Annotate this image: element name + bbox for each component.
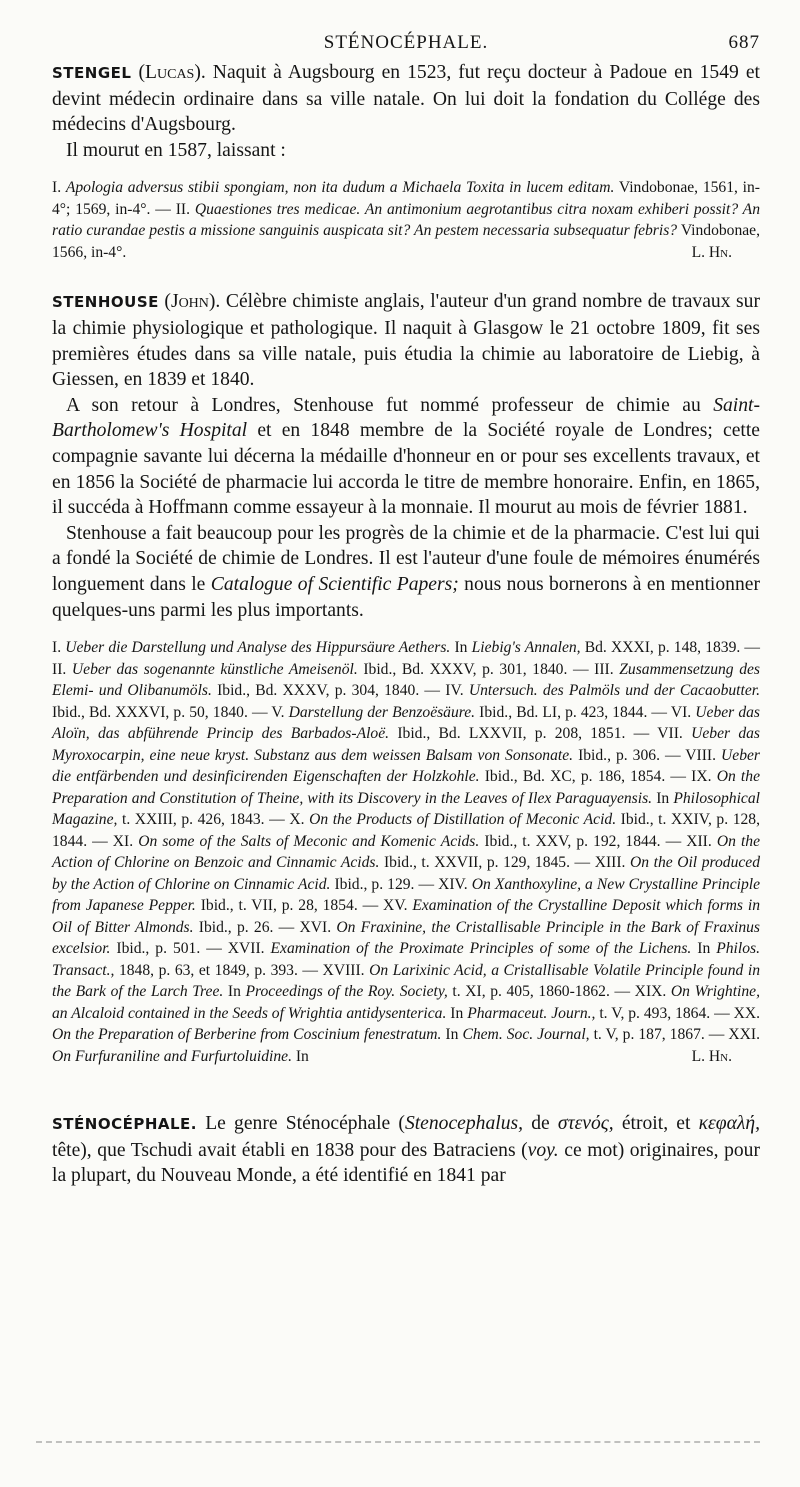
dictionary-page	[52, 28, 760, 1189]
stengel-works: I. Apologia adversus stibii spongiam, non ita dudum a Michaela Toxita in lucem editam. Vindobonae, 1561, in-4°; 1569, in-4°. — II. Quaestiones tres medicae. An antimonium aegrotantibus citra noxam exhiberi possit? An ratio curandae pestis a missione sanguinis auspicata sit? An pestem necessaria subsequatur febris? Vindobonae, 1566, in-4°. L. Hn.	[52, 177, 760, 263]
entry-stenocephale	[52, 1111, 760, 1189]
stenocephale-headword: STÉNOCÉPHALE.	[52, 1115, 198, 1134]
author-signature: L. Hn.	[691, 243, 732, 261]
stengel-death: Il mourut en 1587, laissant :	[66, 139, 286, 161]
stenhouse-headword: STENHOUSE	[52, 293, 159, 312]
author-signature: L. Hn.	[691, 1047, 732, 1065]
stenhouse-name: (John).	[164, 291, 221, 313]
stenocephale-intro: STÉNOCÉPHALE. Le genre Sténocéphale (Stenocephalus, de στενός, étroit, et κεφαλή, tête), que Tschudi avait établi en 1838 pour des Batraciens (voy. ce mot) originaires, pour la plupart, du Nouveau Monde, a été identifié en 1841 par	[52, 1113, 760, 1187]
stenhouse-career: A son retour à Londres, Stenhouse fut nommé professeur de chimie au Saint-Bartholomew's Hospital et en 1848 membre de la Société royale de Londres; cette compagnie savante lui décerna la médaille d'honneur en or pour ses excellents travaux, et en 1856 la Société de pharmacie lui accorda le titre de membre honoraire. Enfin, en 1865, il succéda à Hoffmann comme essayeur à la monnaie. Il mourut au mois de février 1881.	[52, 394, 760, 519]
stenhouse-works: I. Ueber die Darstellung und Analyse des Hippursäure Aethers. In Liebig's Annalen, Bd. XXXI, p. 148, 1839. — II. Ueber das sogenannte künstliche Ameisenöl. Ibid., Bd. XXXV, p. 301, 1840. — III. Zusammensetzung des Elemi- und Olibanumöls. Ibid., Bd. XXXV, p. 304, 1840. — IV. Untersuch. des Palmöls und der Cacaobutter. Ibid., Bd. XXXVI, p. 50, 1840. — V. Darstellung der Benzoësäure. Ibid., Bd. LI, p. 423, 1844. — VI. Ueber das Aloïn, das abführende Princip des Barbados-Aloë. Ibid., Bd. LXXVII, p. 208, 1851. — VII. Ueber das Myroxocarpin, eine neue kryst. Substanz aus dem weissen Balsam von Sonsonate. Ibid., p. 306. — VIII. Ueber die entfärbenden und desinficirenden Eigenschaften der Holzkohle. Ibid., Bd. XC, p. 186, 1854. — IX. On the Preparation and Constitution of Theine, with its Discovery in the Leaves of Ilex Paraguayensis. In Philosophical Magazine, t. XXIII, p. 426, 1843. — X. On the Products of Distillation of Meconic Acid. Ibid., t. XXIV, p. 128, 1844. — XI. On some of the Salts of Meconic and Komenic Acids. Ibid., t. XXV, p. 192, 1844. — XII. On the Action of Chlorine on Benzoic and Cinnamic Acids. Ibid., t. XXVII, p. 129, 1845. — XIII. On the Oil produced by the Action of Chlorine on Cinnamic Acid. Ibid., p. 129. — XIV. On Xanthoxyline, a New Crystalline Principle from Japanese Pepper. Ibid., t. VII, p. 28, 1854. — XV. Examination of the Crystalline Deposit which forms in Oil of Bitter Almonds. Ibid., p. 26. — XVI. On Fraxinine, the Cristallisable Principle in the Bark of Fraxinus excelsior. Ibid., p. 501. — XVII. Examination of the Proximate Principles of some of the Lichens. In Philos. Transact., 1848, p. 63, et 1849, p. 393. — XVIII. On Larixinic Acid, a Cristallisable Volatile Principle found in the Bark of the Larch Tree. In Proceedings of the Roy. Society, t. XI, p. 405, 1860-1862. — XIX. On Wrightine, an Alcaloid contained in the Seeds of Wrightia antidysenterica. In Pharmaceut. Journ., t. V, p. 493, 1864. — XX. On the Preparation of Berberine from Coscinium fenestratum. In Chem. Soc. Journal, t. V, p. 187, 1867. — XXI. On Furfuraniline and Furfurtoluidine. In L. Hn.	[52, 637, 760, 1067]
cut-off-line	[0, 1437, 800, 1447]
running-head	[52, 28, 760, 60]
stengel-headword: STENGEL	[52, 64, 132, 82]
entry-stenhouse	[52, 289, 760, 1067]
entry-stengel	[52, 60, 760, 263]
running-head-title: STÉNOCÉPHALE.	[323, 32, 489, 53]
stenhouse-contributions: Stenhouse a fait beaucoup pour les progrès de la chimie et de la pharmacie. C'est lui qui a fondé la Société de chimie de Londres. Il est l'auteur d'une foule de mémoires énumérés longuement dans le Catalogue of Scientific Papers; nous nous bornerons à en mentionner quelques-uns parmi les plus importants.	[52, 522, 760, 621]
stengel-name: (Lucas).	[138, 62, 206, 83]
stengel-bio: STENGEL (Lucas). Naquit à Augsbourg en 1523, fut reçu docteur à Padoue en 1549 et devint médecin ordinaire dans sa ville natale. On lui doit la fondation du Collége des médecins d'Augsbourg.	[52, 62, 760, 136]
stenhouse-bio: STENHOUSE (John). Célèbre chimiste anglais, l'auteur d'un grand nombre de travaux sur la chimie physiologique et pathologique. Il naquit à Glasgow le 21 octobre 1809, fit ses premières études dans sa ville natale, puis étudia la chimie au laboratoire de Liebig, à Giessen, en 1839 et 1840.	[52, 291, 760, 391]
page-number: 687	[728, 32, 760, 53]
